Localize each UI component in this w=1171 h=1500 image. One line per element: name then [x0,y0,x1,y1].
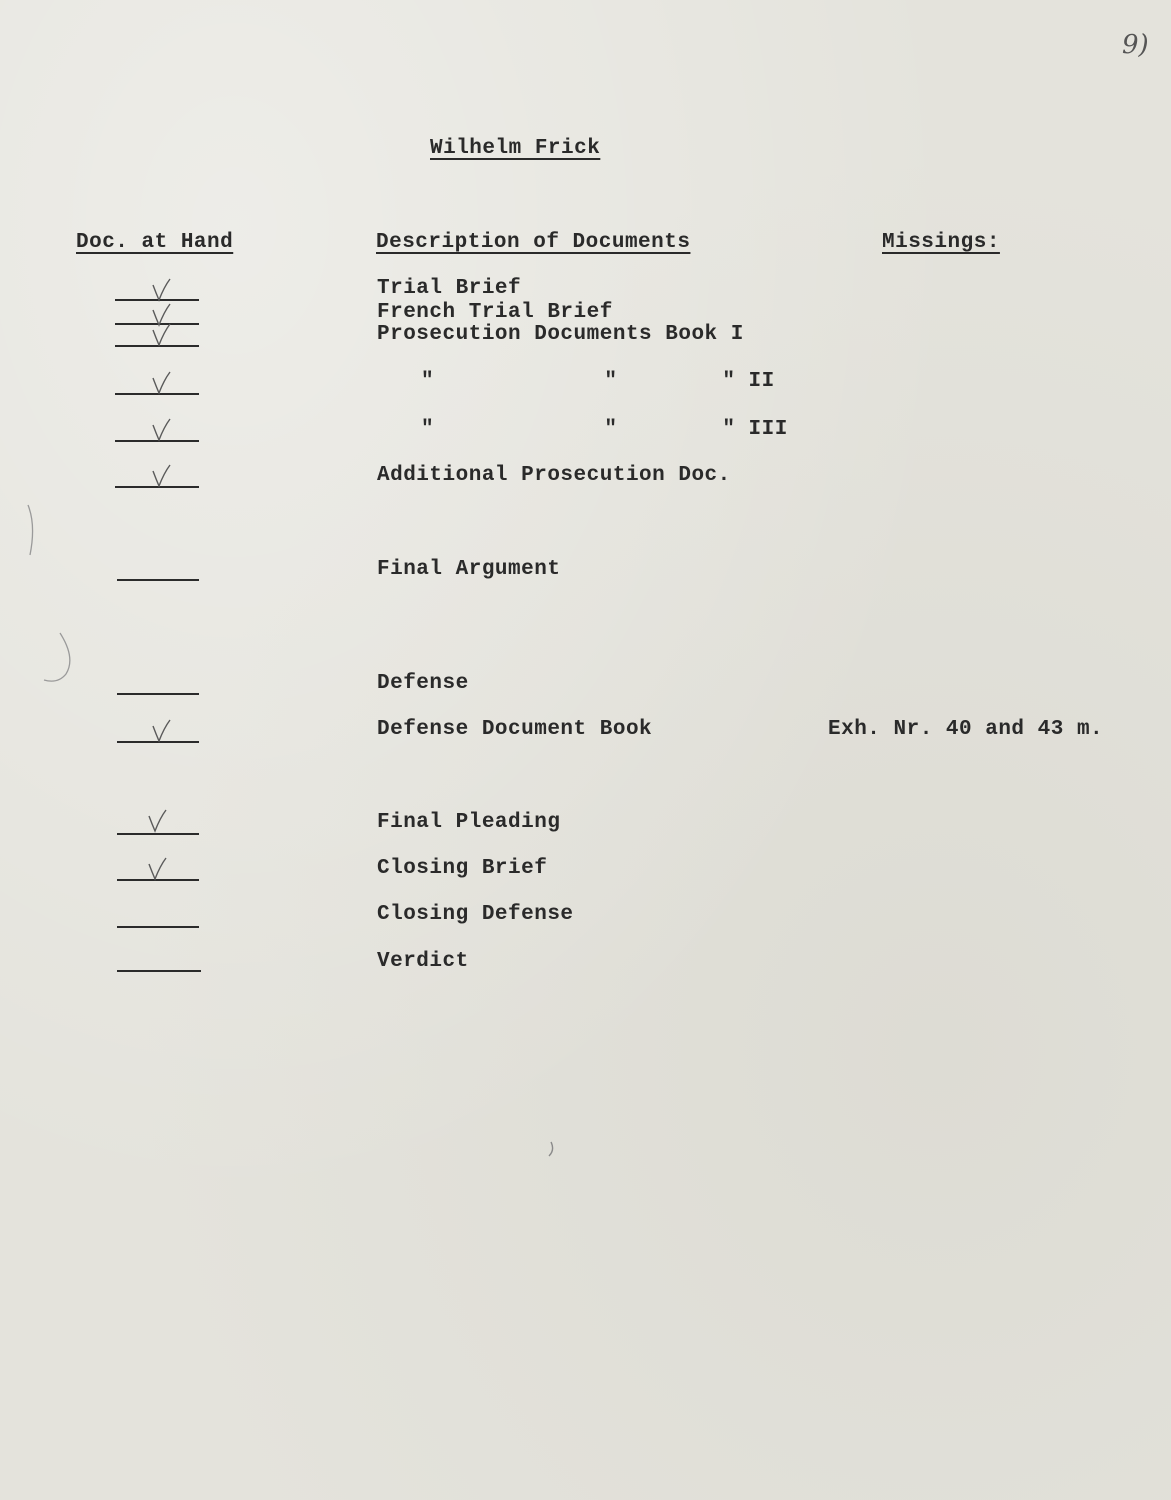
row-description: Closing Brief [377,857,548,880]
check-line [117,693,199,695]
checkmark-icon [150,417,172,443]
checkmark-icon [150,277,172,303]
header-description: Description of Documents [376,231,691,254]
row-description: " " " II [421,370,775,393]
document-title: Wilhelm Frick [430,137,601,160]
check-line [117,579,199,581]
checkmark-icon [150,322,172,348]
row-description: French Trial Brief [377,301,613,324]
row-description: Verdict [377,950,469,973]
row-description: Additional Prosecution Doc. [377,464,731,487]
pencil-mark [40,630,85,690]
header-missings: Missings: [882,231,1000,254]
checkmark-icon [150,370,172,396]
row-missing: Exh. Nr. 40 and 43 m. [828,718,1104,741]
check-line [117,926,199,928]
check-line [117,970,201,972]
header-doc-at-hand: Doc. at Hand [76,231,234,254]
pencil-mark [545,1140,559,1160]
checkmark-icon [150,463,172,489]
page-number: 9) [1122,30,1149,60]
row-description: Prosecution Documents Book I [377,323,744,346]
checkmark-icon [146,808,168,834]
row-description: Defense [377,672,469,695]
row-description: " " " III [421,418,788,441]
row-description: Final Pleading [377,811,561,834]
row-description: Final Argument [377,558,561,581]
row-description: Trial Brief [377,277,522,300]
checkmark-icon [150,718,172,744]
pencil-mark [22,500,42,560]
row-description: Closing Defense [377,903,574,926]
checkmark-icon [146,856,168,882]
row-description: Defense Document Book [377,718,653,741]
